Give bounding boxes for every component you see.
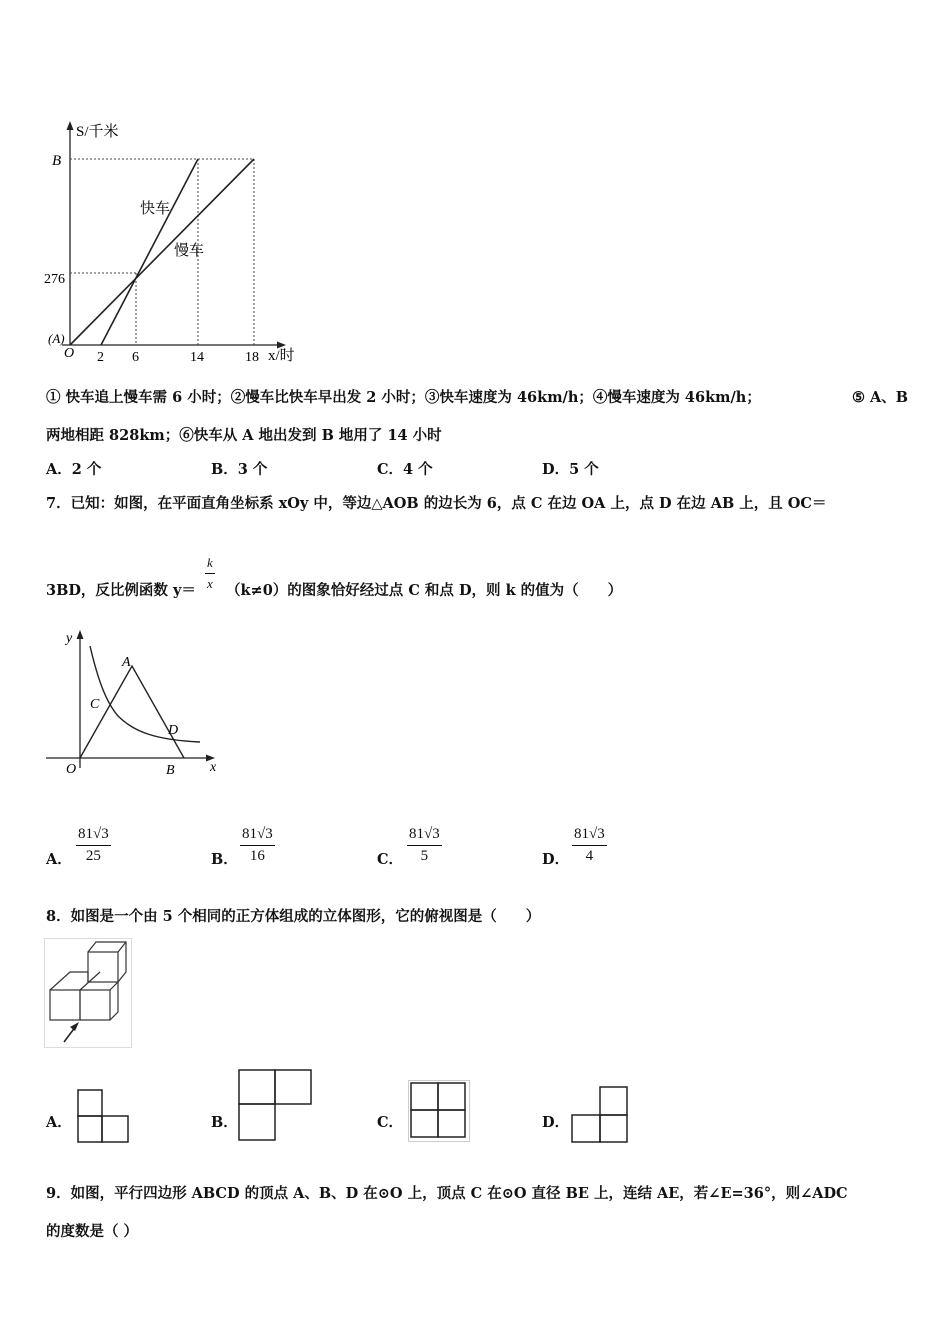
q6-option-a[interactable]: A．2 个: [46, 461, 102, 478]
x-tick-2: 2: [97, 350, 104, 365]
fraction-denominator: x: [207, 576, 213, 591]
y-tick-276: 276: [44, 272, 65, 287]
q6-statements-line1-right: ⑤ A、B: [852, 389, 909, 406]
q7-text-line2: [46, 579, 196, 600]
slow-car-label: 慢车: [174, 243, 205, 259]
x-tick-6: 6: [132, 350, 139, 365]
q8-option-a[interactable]: A．: [46, 1114, 72, 1131]
label-y: y: [66, 631, 73, 646]
label-d: D: [168, 723, 179, 738]
q7-option-c[interactable]: C．: [377, 851, 404, 868]
q7-option-d[interactable]: D．: [542, 851, 570, 868]
q8-text: 8．如图是一个由 5 个相同的正方体组成的立体图形，它的俯视图是（ ）: [46, 908, 541, 925]
origin-o-label: O: [64, 346, 75, 361]
q6-option-d[interactable]: D．5 个: [542, 461, 599, 478]
y-axis-arrow: [77, 630, 84, 639]
q8-option-c-figure: [408, 1080, 470, 1142]
y-axis-arrow: [67, 121, 74, 130]
q8-option-a-figure: [76, 1088, 132, 1144]
q7-option-a-fraction: $\frac{81√3}{25}$: [78, 826, 109, 864]
view-arrow-head: [70, 1022, 79, 1031]
q7-option-c-fraction: $\frac{81√3}{5}$: [409, 826, 440, 864]
q8-option-c[interactable]: C．: [377, 1114, 404, 1131]
x-tick-14: 14: [190, 350, 204, 365]
q8-option-d-figure: [570, 1085, 630, 1145]
q7-text-line2-end: （k≠0）的图象恰好经过点 C 和点 D，则 k 的值为（ ）: [226, 582, 623, 599]
q7-text-line1: 7．已知：如图，在平面直角坐标系 xOy 中，等边△AOB 的边长为 6，点 C 在边 OA 上，点 D 在边 AB 上，且 OC＝: [46, 495, 827, 512]
hyperbola-curve: [90, 646, 200, 742]
origin-a-label: (A): [48, 331, 65, 346]
q7-text-line2-start: 3BD，反比例函数 y＝: [46, 582, 196, 599]
q7-option-a[interactable]: A．: [46, 851, 72, 868]
q8-option-b[interactable]: B．: [211, 1114, 238, 1131]
label-b: B: [166, 763, 175, 778]
q9-text-line1: 9．如图，平行四边形 ABCD 的顶点 A、B、D 在⊙O 上，顶点 C 在⊙O 直径 BE 上，连结 AE，若∠E=36°，则∠ADC: [46, 1185, 848, 1202]
q9-text-line2: 的度数是（ ）: [46, 1223, 139, 1240]
q7-option-b-fraction: $\frac{81√3}{16}$: [242, 826, 273, 864]
q7-coordinate-figure: [40, 628, 230, 798]
q6-distance-time-graph: [40, 115, 320, 370]
fast-car-label: 快车: [140, 201, 171, 217]
q7-option-d-fraction: $\frac{81√3}{4}$: [574, 826, 605, 864]
q8-option-d[interactable]: D．: [542, 1114, 570, 1131]
q6-option-b[interactable]: B．3 个: [211, 461, 268, 478]
x-axis-label: x/时: [268, 348, 295, 364]
label-c: C: [90, 697, 100, 712]
q8-option-b-figure: [237, 1068, 315, 1144]
label-a: A: [122, 655, 131, 670]
q8-cube-figure: [44, 938, 132, 1048]
x-tick-18: 18: [245, 350, 259, 365]
label-o: O: [66, 762, 77, 777]
fraction-numerator: k: [205, 555, 215, 574]
triangle-aob: [80, 666, 184, 758]
y-tick-b: B: [52, 153, 62, 169]
label-x: x: [210, 760, 217, 775]
y-axis-label: S/千米: [76, 124, 119, 140]
q7-inline-fraction: [205, 555, 215, 592]
q6-statements-line1: ① 快车追上慢车需 6 小时；②慢车比快车早出发 2 小时；③快车速度为 46km/h；④慢车速度为 46km/h；: [46, 389, 761, 406]
q6-statements-line2: 两地相距 828km；⑥快车从 A 地出发到 B 地用了 14 小时: [46, 427, 442, 444]
q6-option-c[interactable]: C．4 个: [377, 461, 433, 478]
q7-option-b[interactable]: B．: [211, 851, 238, 868]
slow-car-line: [70, 159, 254, 345]
